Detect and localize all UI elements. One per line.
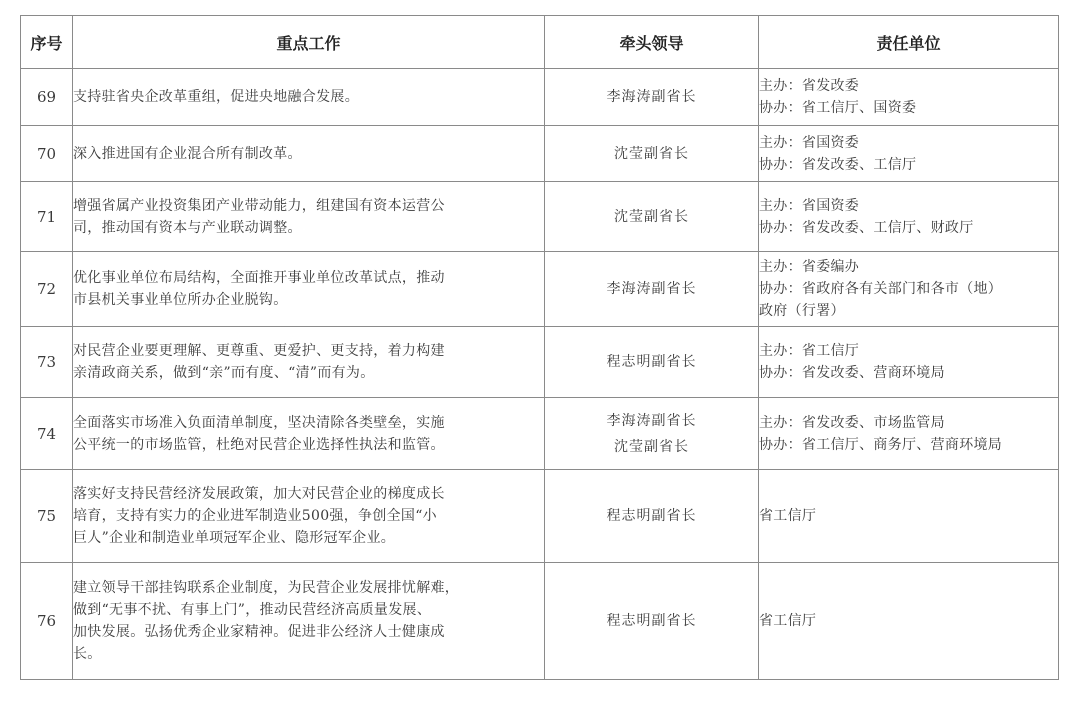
unit-line: 省工信厅 [759, 508, 817, 524]
leader-cell [545, 252, 759, 327]
row-number: 71 [21, 182, 73, 252]
leader-name: 沈莹副省长 [614, 145, 689, 162]
task-text [73, 126, 545, 182]
header-unit: 责任单位 [759, 16, 1059, 69]
task-line: 优化事业单位布局结构，全面推开事业单位改革试点，推动 [73, 270, 445, 286]
unit-line: 协办：省发改委、营商环境局 [759, 365, 945, 381]
row-number: 74 [21, 398, 73, 470]
unit-line: 主办：省发改委 [759, 78, 860, 94]
table-row [21, 126, 1059, 182]
row-number: 73 [21, 327, 73, 398]
unit-cell [759, 252, 1059, 327]
row-number: 69 [21, 69, 73, 126]
unit-line: 协办：省工信厅、商务厅、营商环境局 [759, 436, 1003, 453]
leader-name: 程志明副省长 [606, 613, 697, 629]
table-row [21, 182, 1059, 252]
unit-line: 主办：省国资委 [759, 197, 860, 214]
task-line: 做到“无事不扰、有事上门”，推动民营经济高质量发展、 [73, 602, 432, 618]
table-row [21, 470, 1059, 563]
leader-name: 沈莹副省长 [614, 208, 689, 225]
task-text [73, 182, 545, 252]
task-line: 落实好支持民营经济发展政策，加大对民营企业的梯度成长 [73, 486, 445, 502]
leader-cell [545, 126, 759, 182]
unit-cell [759, 398, 1059, 470]
unit-cell [759, 126, 1059, 182]
task-line: 加快发展。弘扬优秀企业家精神。促进非公经济人士健康成 [73, 624, 445, 640]
row-number: 75 [21, 470, 73, 563]
unit-line: 主办：省工信厅 [759, 343, 860, 359]
task-line: 建立领导干部挂钩联系企业制度，为民营企业发展排忧解难， [73, 580, 460, 596]
task-line: 支持驻省央企改革重组，促进央地融合发展。 [73, 89, 359, 105]
leader-cell [545, 470, 759, 563]
task-text [73, 470, 545, 563]
unit-cell [759, 470, 1059, 563]
unit-line: 主办：省国资委 [759, 134, 860, 151]
table-row [21, 327, 1059, 398]
task-text [73, 69, 545, 126]
task-text [73, 563, 545, 680]
task-text [73, 252, 545, 327]
leader-cell [545, 327, 759, 398]
header-leader: 牵头领导 [545, 16, 759, 69]
leader-name: 李海涛副省长 [606, 412, 697, 429]
leader-name: 沈莹副省长 [614, 438, 689, 455]
leader-name: 李海涛副省长 [606, 281, 697, 297]
task-line: 增强省属产业投资集团产业带动能力，组建国有资本运营公 [73, 197, 445, 214]
table-header-row [21, 16, 1059, 69]
task-line: 亲清政商关系，做到“亲”而有度、“清”而有为。 [73, 365, 375, 381]
leader-cell [545, 563, 759, 680]
task-line: 对民营企业要更理解、更尊重、更爱护、更支持，着力构建 [73, 343, 445, 359]
table-row [21, 69, 1059, 126]
unit-line: 主办：省委编办 [759, 259, 860, 275]
unit-line: 主办：省发改委、市场监管局 [759, 414, 945, 431]
leader-cell [545, 398, 759, 470]
unit-line: 协办：省工信厅、国资委 [759, 100, 917, 116]
unit-line: 协办：省发改委、工信厅 [759, 156, 917, 173]
task-line: 市县机关事业单位所办企业脱钩。 [73, 292, 288, 308]
leader-name: 李海涛副省长 [606, 89, 697, 105]
header-work: 重点工作 [73, 16, 545, 69]
table-row [21, 398, 1059, 470]
table-row [21, 252, 1059, 327]
header-num: 序号 [21, 16, 73, 69]
unit-line: 协办：省发改委、工信厅、财政厅 [759, 219, 974, 236]
task-line: 公平统一的市场监管，杜绝对民营企业选择性执法和监管。 [73, 436, 445, 453]
table-row [21, 563, 1059, 680]
task-text [73, 327, 545, 398]
task-line: 司，推动国有资本与产业联动调整。 [73, 219, 302, 236]
task-line: 长。 [73, 646, 102, 662]
row-number: 76 [21, 563, 73, 680]
row-number: 72 [21, 252, 73, 327]
unit-cell [759, 327, 1059, 398]
unit-line: 政府（行署） [759, 303, 845, 319]
leader-cell [545, 69, 759, 126]
leader-name: 程志明副省长 [606, 508, 697, 524]
unit-line: 省工信厅 [759, 613, 817, 629]
unit-cell [759, 69, 1059, 126]
task-line: 培育，支持有实力的企业进军制造业500强，争创全国“小 [73, 508, 437, 524]
unit-line: 协办：省政府各有关部门和各市（地） [759, 281, 1003, 297]
leader-name: 程志明副省长 [606, 354, 697, 370]
task-line: 全面落实市场准入负面清单制度，坚决清除各类壁垒，实施 [73, 414, 445, 431]
row-number: 70 [21, 126, 73, 182]
task-line: 深入推进国有企业混合所有制改革。 [73, 145, 302, 162]
unit-cell [759, 563, 1059, 680]
task-line: 巨人”企业和制造业单项冠军企业、隐形冠军企业。 [73, 530, 396, 546]
task-text [73, 398, 545, 470]
unit-cell [759, 182, 1059, 252]
key-tasks-table [20, 15, 1059, 680]
leader-cell [545, 182, 759, 252]
